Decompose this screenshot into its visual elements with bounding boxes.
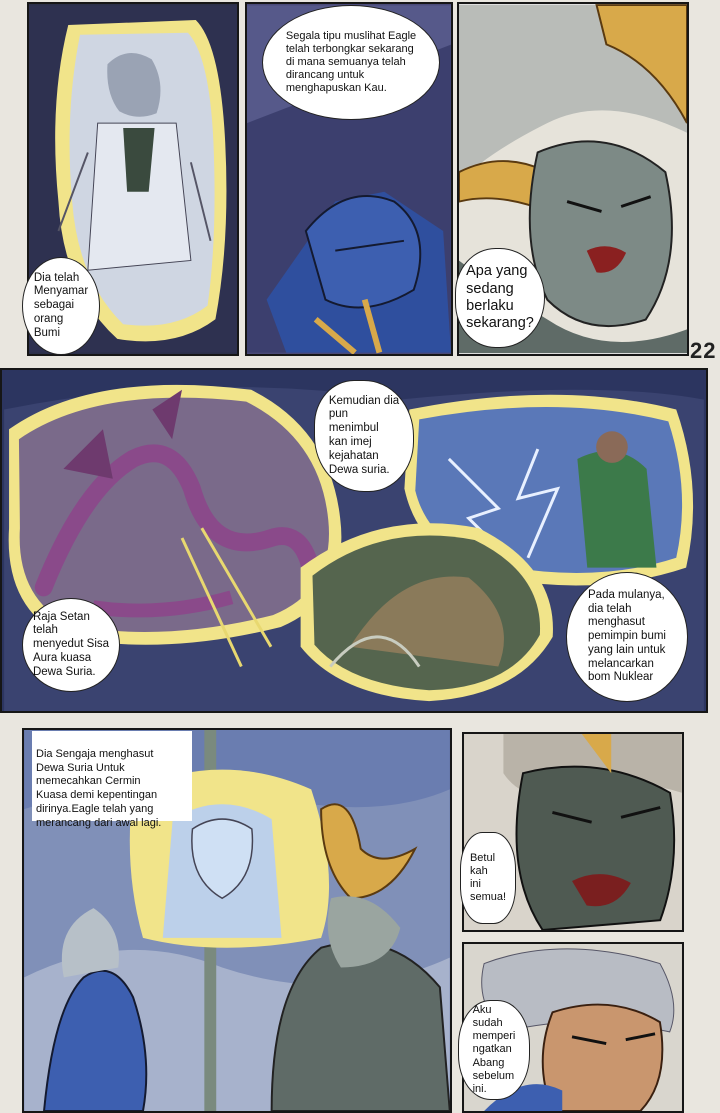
bubble-what-text: Apa yang sedang berlaku sekarang?: [466, 263, 534, 332]
bubble-nuclear-text: Pada mulanya, dia telah menghasut pemimpin bumi yang lain untuk melancarkan bom Nuklear: [588, 588, 666, 684]
bubble-revive: [314, 380, 414, 492]
bubble-satan: [22, 598, 120, 692]
page-number: 22: [690, 338, 717, 363]
bubble-nuclear: [566, 572, 688, 702]
bubble-exposed-text: Segala tipu muslihat Eagle telah terbongkar sekarang di mana semuanya telah dirancang untuk menghapuskan Kau.: [285, 29, 417, 95]
bubble-warned-text: Aku sudah memperi ngatkan Abang sebelum ini.: [472, 1003, 516, 1095]
bubble-exposed: [262, 5, 440, 120]
bubble-satan-text: Raja Setan telah menyedut Sisa Aura kuasa Dewa Suria.: [32, 610, 110, 678]
bubble-true: [460, 832, 516, 924]
bubble-revive-text: Kemudian dia pun menimbul kan imej kejahatan Dewa suria.: [328, 394, 400, 476]
caption-plan: [32, 731, 192, 829]
bubble-disguise: [22, 257, 100, 355]
bubble-warned: [458, 1000, 530, 1100]
caption-plan-text: Dia Sengaja menghasut Dewa Suria Untuk memecahkan Cermin Kuasa demi kepentingan dirinya.Eagle telah yang merancang dari awal lagi.: [36, 747, 162, 829]
bubble-what: [455, 248, 545, 348]
bubble-disguise-text: Dia telah Menyamar sebagai orang Bumi: [33, 271, 89, 339]
bubble-true-text: Betul kah ini semua!: [469, 851, 507, 904]
